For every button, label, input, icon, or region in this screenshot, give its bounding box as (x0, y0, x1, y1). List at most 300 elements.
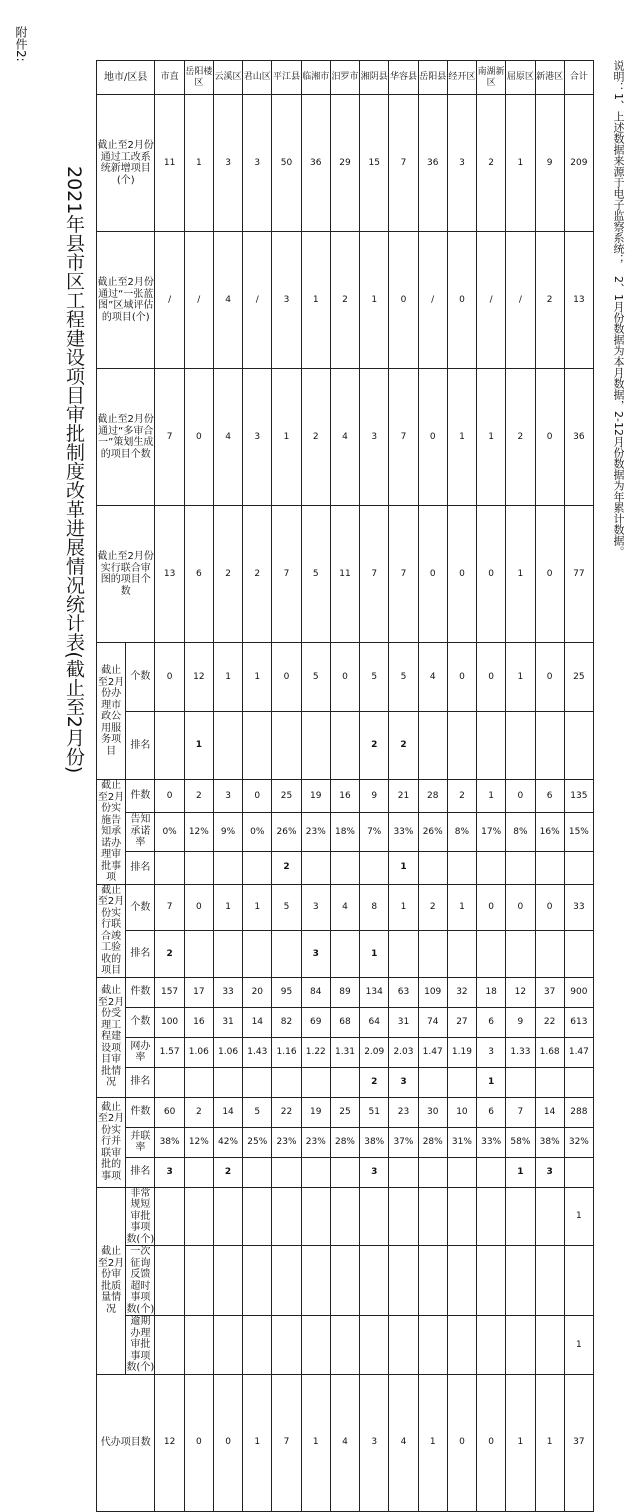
data-cell: 22 (535, 1007, 564, 1037)
data-cell (506, 931, 535, 978)
data-cell (155, 851, 184, 884)
data-cell (477, 1246, 506, 1316)
data-cell: 7 (155, 884, 184, 931)
data-cell (301, 1316, 330, 1375)
data-cell (447, 1316, 476, 1375)
data-cell: 0 (447, 643, 476, 712)
data-cell (477, 1316, 506, 1375)
data-cell: 4 (213, 369, 242, 506)
data-cell: 109 (418, 977, 447, 1007)
data-cell: 3 (155, 1157, 184, 1187)
data-cell: 5 (389, 643, 418, 712)
header-sub: 排名 (126, 711, 155, 780)
data-cell: 23% (301, 812, 330, 851)
data-cell: 0 (272, 643, 301, 712)
data-cell: 8% (447, 812, 476, 851)
data-cell (418, 931, 447, 978)
data-cell: 14 (535, 1097, 564, 1127)
data-cell: 31% (447, 1127, 476, 1157)
data-cell: 12% (184, 812, 213, 851)
data-cell: 33% (477, 1127, 506, 1157)
data-cell: 38% (360, 1127, 389, 1157)
data-cell: 1 (506, 1374, 535, 1511)
data-cell (301, 1067, 330, 1097)
data-cell (564, 931, 593, 978)
data-cell (330, 1187, 359, 1246)
data-cell: 1.43 (243, 1037, 272, 1067)
data-cell: 1 (506, 95, 535, 232)
data-cell (535, 1067, 564, 1097)
data-cell (272, 711, 301, 780)
data-cell (506, 1246, 535, 1316)
data-cell: 2 (418, 884, 447, 931)
data-cell (564, 1246, 593, 1316)
data-cell (564, 711, 593, 780)
data-cell: 7% (360, 812, 389, 851)
data-cell: 33 (564, 884, 593, 931)
data-cell: 68 (330, 1007, 359, 1037)
data-cell: 37 (564, 1374, 593, 1511)
data-cell: 1 (243, 1374, 272, 1511)
data-cell: 2 (330, 232, 359, 369)
data-cell: 1.06 (213, 1037, 242, 1067)
data-cell (330, 1246, 359, 1316)
data-cell (477, 1187, 506, 1246)
data-cell: 15% (564, 812, 593, 851)
data-cell: 1 (301, 232, 330, 369)
data-cell: 8 (360, 884, 389, 931)
note-label: 说明： (612, 60, 625, 93)
data-cell: 0 (243, 780, 272, 813)
data-cell (418, 1246, 447, 1316)
data-cell (301, 1187, 330, 1246)
data-cell (243, 711, 272, 780)
data-cell: 51 (360, 1097, 389, 1127)
data-cell: 2 (213, 1157, 242, 1187)
district-name: 屈原区 (506, 61, 535, 95)
data-cell: 28% (418, 1127, 447, 1157)
data-cell (155, 1246, 184, 1316)
data-cell: 1.47 (564, 1037, 593, 1067)
data-cell: 0 (447, 1374, 476, 1511)
district-name: 华容县 (389, 61, 418, 95)
data-cell (301, 1157, 330, 1187)
data-cell (155, 1187, 184, 1246)
header-sub: 排名 (126, 931, 155, 978)
data-cell: 50 (272, 95, 301, 232)
district-name: 岳阳县 (418, 61, 447, 95)
data-cell: 1 (564, 1316, 593, 1375)
data-cell: 89 (330, 977, 359, 1007)
data-cell: 31 (389, 1007, 418, 1037)
data-cell: 0 (418, 506, 447, 643)
header-sub: 排名 (126, 851, 155, 884)
data-cell: 13 (564, 232, 593, 369)
data-cell: 42% (213, 1127, 242, 1157)
header-group: 截止至2月份审批质量情况 (97, 1187, 126, 1374)
data-cell: 0 (184, 369, 213, 506)
data-cell (360, 851, 389, 884)
data-cell: 6 (477, 1097, 506, 1127)
data-cell: 9 (535, 95, 564, 232)
data-cell: 3 (360, 1374, 389, 1511)
data-cell: 32% (564, 1127, 593, 1157)
header-sub: 件数 (126, 780, 155, 813)
data-cell: 0 (506, 780, 535, 813)
data-cell: 11 (155, 95, 184, 232)
data-cell (447, 851, 476, 884)
data-cell: 26% (418, 812, 447, 851)
data-cell: 21 (389, 780, 418, 813)
data-cell: 7 (389, 369, 418, 506)
data-cell: 2 (184, 780, 213, 813)
data-cell: 12 (506, 977, 535, 1007)
data-cell (535, 851, 564, 884)
data-cell: 23% (301, 1127, 330, 1157)
data-cell: 157 (155, 977, 184, 1007)
data-cell (506, 851, 535, 884)
data-cell (477, 851, 506, 884)
data-cell: 12% (184, 1127, 213, 1157)
data-cell: 900 (564, 977, 593, 1007)
data-cell: 1.16 (272, 1037, 301, 1067)
data-cell: 209 (564, 95, 593, 232)
header-sub: 逾期办理审批事项数(个) (126, 1316, 155, 1373)
data-cell: 3 (213, 95, 242, 232)
data-cell: 2 (447, 780, 476, 813)
data-cell: 0 (213, 1374, 242, 1511)
data-cell: 288 (564, 1097, 593, 1127)
data-cell (243, 1157, 272, 1187)
data-cell: 5 (301, 643, 330, 712)
data-cell: 77 (564, 506, 593, 643)
header-group: 截止至2月份通过“一张蓝图”区域评估的项目(个) (97, 232, 155, 369)
data-cell (184, 1067, 213, 1097)
data-cell: 2.03 (389, 1037, 418, 1067)
data-cell: 4 (330, 884, 359, 931)
data-cell: 16% (535, 812, 564, 851)
data-cell: 7 (272, 506, 301, 643)
data-cell: 28% (330, 1127, 359, 1157)
data-cell: 82 (272, 1007, 301, 1037)
data-cell: 2 (272, 851, 301, 884)
data-cell (360, 1246, 389, 1316)
data-cell: 4 (418, 643, 447, 712)
data-cell: 9 (360, 780, 389, 813)
data-cell: 7 (360, 506, 389, 643)
header-group: 截止至2月份实施告知承诺办理审批事项 (97, 780, 125, 883)
header-sub: 一次征询反馈超时事项数(个) (126, 1246, 155, 1315)
data-cell: 3 (477, 1037, 506, 1067)
data-cell (447, 931, 476, 978)
data-cell: 1 (184, 95, 213, 232)
data-cell (447, 1246, 476, 1316)
district-name: 云溪区 (213, 61, 242, 95)
data-cell: 3 (301, 884, 330, 931)
data-cell: 28 (418, 780, 447, 813)
data-cell: 58% (506, 1127, 535, 1157)
data-cell (243, 1246, 272, 1316)
data-cell: 1 (418, 1374, 447, 1511)
header-group: 截止至2月份办理市政公用服务项目 (97, 643, 126, 780)
data-cell: 4 (330, 369, 359, 506)
data-cell: 1.47 (418, 1037, 447, 1067)
data-cell: 0 (418, 369, 447, 506)
data-cell (184, 1157, 213, 1187)
data-cell: 1.57 (155, 1037, 184, 1067)
data-cell: 0 (535, 643, 564, 712)
data-cell: / (418, 232, 447, 369)
data-cell: 1.19 (447, 1037, 476, 1067)
data-cell: 3 (360, 369, 389, 506)
data-cell: 2 (360, 711, 389, 780)
data-cell: 1 (272, 369, 301, 506)
data-cell: 7 (155, 369, 184, 506)
data-cell: 25 (564, 643, 593, 712)
data-cell (272, 1067, 301, 1097)
header-sub: 非常规短审批事项数(个) (126, 1187, 155, 1245)
data-cell: 1 (213, 884, 242, 931)
data-cell: 1 (389, 884, 418, 931)
data-cell: 63 (389, 977, 418, 1007)
header-group: 截止至2月份通过“多审合一”策划生成的项目个数 (97, 369, 155, 506)
data-cell: 2 (535, 232, 564, 369)
data-cell: 32 (447, 977, 476, 1007)
data-cell (272, 931, 301, 978)
data-cell (535, 1187, 564, 1246)
header-sub: 个数 (126, 643, 155, 712)
data-cell (535, 711, 564, 780)
header-area: 地市/区县 (97, 61, 155, 95)
data-cell: 4 (213, 232, 242, 369)
data-cell: 2 (506, 369, 535, 506)
data-cell (360, 1187, 389, 1246)
note-2: 2、1月份数据为本月数据，2-12月份数据为年累计数据。 (612, 276, 625, 557)
page-title: 2021年县市区工程建设项目审批制度改革进展情况统计表(截止至2月份) (63, 166, 85, 774)
data-cell (564, 1157, 593, 1187)
data-cell (418, 1316, 447, 1375)
data-cell: 0 (389, 232, 418, 369)
header-group: 截止至2月份实行联合竣工验收的项目 (97, 884, 125, 976)
data-cell: 1 (213, 643, 242, 712)
data-cell: 74 (418, 1007, 447, 1037)
data-cell: 1 (564, 1187, 593, 1246)
data-cell: 0 (477, 506, 506, 643)
data-cell (155, 1316, 184, 1375)
data-cell (418, 1187, 447, 1246)
district-name: 新港区 (535, 61, 564, 95)
data-cell (213, 851, 242, 884)
data-cell: 3 (301, 931, 330, 978)
data-cell: 1 (360, 232, 389, 369)
district-name: 君山区 (243, 61, 272, 95)
district-name: 汨罗市 (330, 61, 359, 95)
data-cell: 3 (360, 1157, 389, 1187)
data-cell: 31 (213, 1007, 242, 1037)
data-cell: 0% (243, 812, 272, 851)
header-sub: 个数 (126, 884, 155, 931)
data-cell: 1 (506, 643, 535, 712)
data-cell: 0 (477, 884, 506, 931)
header-group: 代办项目数 (97, 1374, 155, 1511)
data-cell: 25 (272, 780, 301, 813)
data-cell: 2 (360, 1067, 389, 1097)
data-cell (506, 1187, 535, 1246)
data-cell (447, 1067, 476, 1097)
data-cell: 3 (243, 369, 272, 506)
data-cell (184, 1187, 213, 1246)
data-cell: 16 (330, 780, 359, 813)
data-cell: 26% (272, 812, 301, 851)
header-sub: 排名 (126, 1067, 155, 1097)
data-cell (213, 1067, 242, 1097)
data-cell: 1 (477, 369, 506, 506)
data-cell (330, 1157, 359, 1187)
data-cell: 37% (389, 1127, 418, 1157)
data-cell: 1 (360, 931, 389, 978)
data-cell: 2.09 (360, 1037, 389, 1067)
data-cell (389, 1187, 418, 1246)
data-cell: 6 (477, 1007, 506, 1037)
data-cell: 36 (301, 95, 330, 232)
header-sub: 告知承诺率 (126, 812, 155, 851)
data-cell: 1 (447, 369, 476, 506)
data-cell (330, 1067, 359, 1097)
data-cell: 0 (330, 643, 359, 712)
data-cell: 19 (301, 780, 330, 813)
data-cell: 5 (301, 506, 330, 643)
data-cell: 2 (477, 95, 506, 232)
data-cell: 15 (360, 95, 389, 232)
note-1: 1、上述数据来源于电子监察系统； (612, 93, 625, 265)
district-name: 临湘市 (301, 61, 330, 95)
data-cell: 25 (330, 1097, 359, 1127)
data-cell (184, 931, 213, 978)
data-cell: 11 (330, 506, 359, 643)
data-cell: 19 (301, 1097, 330, 1127)
data-cell (272, 1187, 301, 1246)
data-cell: 22 (272, 1097, 301, 1127)
data-cell: / (243, 232, 272, 369)
data-cell (184, 1316, 213, 1375)
data-cell: 2 (184, 1097, 213, 1127)
data-cell: 3 (213, 780, 242, 813)
data-cell: 0 (447, 232, 476, 369)
data-cell: 3 (447, 95, 476, 232)
data-cell: 16 (184, 1007, 213, 1037)
data-cell: 135 (564, 780, 593, 813)
data-cell: / (184, 232, 213, 369)
data-cell: 100 (155, 1007, 184, 1037)
data-cell (213, 1246, 242, 1316)
data-cell: 1.33 (506, 1037, 535, 1067)
data-cell (301, 711, 330, 780)
data-cell: 36 (564, 369, 593, 506)
data-cell (155, 1067, 184, 1097)
data-cell (213, 711, 242, 780)
data-cell: 1 (243, 884, 272, 931)
header-group: 截止至2月份受理工程建设项目审批情况 (97, 977, 126, 1097)
data-cell (418, 851, 447, 884)
data-cell (213, 1316, 242, 1375)
data-cell: 64 (360, 1007, 389, 1037)
data-cell: 613 (564, 1007, 593, 1037)
data-cell (360, 1316, 389, 1375)
data-cell: 0 (184, 1374, 213, 1511)
data-cell (243, 931, 272, 978)
data-cell: 2 (213, 506, 242, 643)
data-cell: 2 (389, 711, 418, 780)
data-cell: 7 (272, 1374, 301, 1511)
header-group: 截止至2月份通过工改系统新增项目(个) (97, 95, 155, 232)
data-cell: 7 (389, 506, 418, 643)
data-cell: 1 (447, 884, 476, 931)
data-cell: 0 (535, 884, 564, 931)
data-cell: / (155, 232, 184, 369)
data-cell: 60 (155, 1097, 184, 1127)
data-cell: 1.22 (301, 1037, 330, 1067)
data-cell: 1 (535, 1374, 564, 1511)
data-cell (272, 1246, 301, 1316)
data-cell: 7 (506, 1097, 535, 1127)
data-cell (330, 1316, 359, 1375)
data-cell: 4 (389, 1374, 418, 1511)
data-cell: 2 (301, 369, 330, 506)
data-cell (477, 711, 506, 780)
data-cell: 27 (447, 1007, 476, 1037)
data-cell: 0 (447, 506, 476, 643)
data-cell (506, 711, 535, 780)
data-cell: 17% (477, 812, 506, 851)
data-cell (330, 851, 359, 884)
data-cell: 7 (389, 95, 418, 232)
notes (600, 60, 626, 880)
district-name: 岳阳楼区 (184, 61, 213, 95)
data-cell: 0 (477, 1374, 506, 1511)
data-cell (564, 1067, 593, 1097)
data-cell (243, 1316, 272, 1375)
data-cell (330, 711, 359, 780)
data-cell: 1.68 (535, 1037, 564, 1067)
data-cell (243, 1067, 272, 1097)
data-cell: 1 (477, 780, 506, 813)
data-cell: 12 (184, 643, 213, 712)
data-cell: 9 (506, 1007, 535, 1037)
data-cell: 1 (243, 643, 272, 712)
data-cell: 25% (243, 1127, 272, 1157)
data-cell: 1 (506, 506, 535, 643)
data-cell (213, 931, 242, 978)
data-cell: 1.06 (184, 1037, 213, 1067)
data-cell: 18 (477, 977, 506, 1007)
data-cell: 23 (389, 1097, 418, 1127)
data-cell: 3 (535, 1157, 564, 1187)
attachment-label: 附件2: (14, 26, 28, 62)
data-cell: 33 (213, 977, 242, 1007)
data-cell: 38% (155, 1127, 184, 1157)
data-cell: 18% (330, 812, 359, 851)
data-cell: 4 (330, 1374, 359, 1511)
data-cell (418, 711, 447, 780)
data-cell (418, 1067, 447, 1097)
district-name: 平江县 (272, 61, 301, 95)
data-cell: 17 (184, 977, 213, 1007)
data-cell: 8% (506, 812, 535, 851)
data-cell: 0 (155, 780, 184, 813)
data-cell: 38% (535, 1127, 564, 1157)
data-cell: 9% (213, 812, 242, 851)
data-cell: 3 (389, 1067, 418, 1097)
